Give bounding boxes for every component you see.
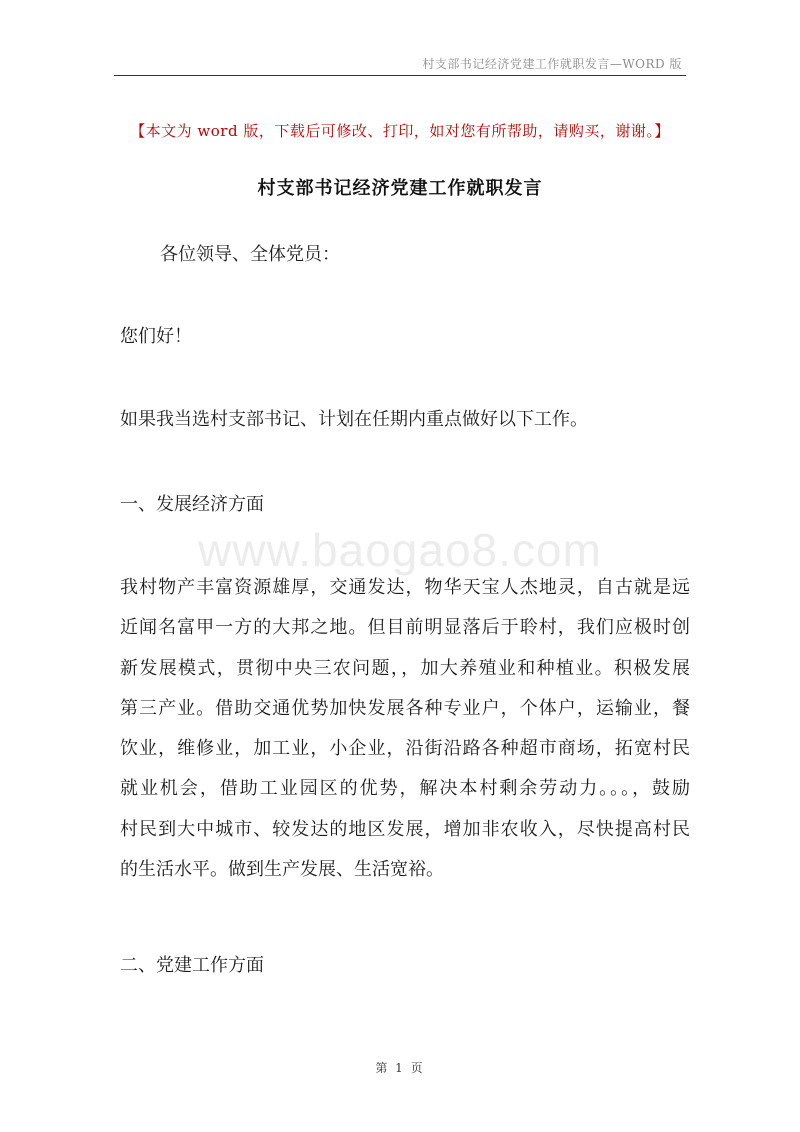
paragraph-line: 近闻名富甲一方的大邦之地。但目前明显落后于聆村，我们应极时创 [120, 617, 690, 639]
document-title: 村支部书记经济党建工作就职发言 [257, 178, 543, 199]
section-1-heading: 一、发展经济方面 [120, 494, 264, 515]
paragraph-line: 第三产业。借助交通优势加快发展各种专业户，个体户，运输业，餐 [120, 697, 690, 719]
intro-sentence: 如果我当选村支部书记、计划在任期内重点做好以下工作。 [120, 409, 588, 430]
paragraph-line: 饮业，维修业，加工业，小企业，沿街沿路各种超市商场，拓宽村民 [120, 738, 690, 760]
page-number: 第 1 页 [375, 1061, 425, 1075]
greeting: 您们好！ [120, 326, 192, 347]
section-2-heading: 二、党建工作方面 [120, 955, 264, 976]
header-divider [114, 75, 686, 76]
salutation: 各位领导、全体党员： [160, 244, 340, 265]
section-1-paragraph [120, 568, 690, 890]
purchase-notice: 【本文为 word 版，下载后可修改、打印，如对您有所帮助，请购买，谢谢。】 [130, 122, 670, 140]
watermark: www.baogao8.com [198, 524, 602, 576]
paragraph-line: 的生活水平。做到生产发展、生活宽裕。 [120, 859, 444, 881]
running-header: 村支部书记经济党建工作就职发言—WORD 版 [422, 57, 682, 71]
paragraph-line: 就业机会，借助工业园区的优势，解决本村剩余劳动力。。。，鼓励 [120, 778, 690, 800]
paragraph-line: 村民到大中城市、较发达的地区发展，增加非农收入，尽快提高村民 [120, 818, 690, 840]
paragraph-line: 新发展模式，贯彻中央三农问题，，加大养殖业和种植业。积极发展 [120, 657, 690, 679]
paragraph-line: 我村物产丰富资源雄厚，交通发达，物华天宝人杰地灵，自古就是远 [120, 577, 690, 598]
